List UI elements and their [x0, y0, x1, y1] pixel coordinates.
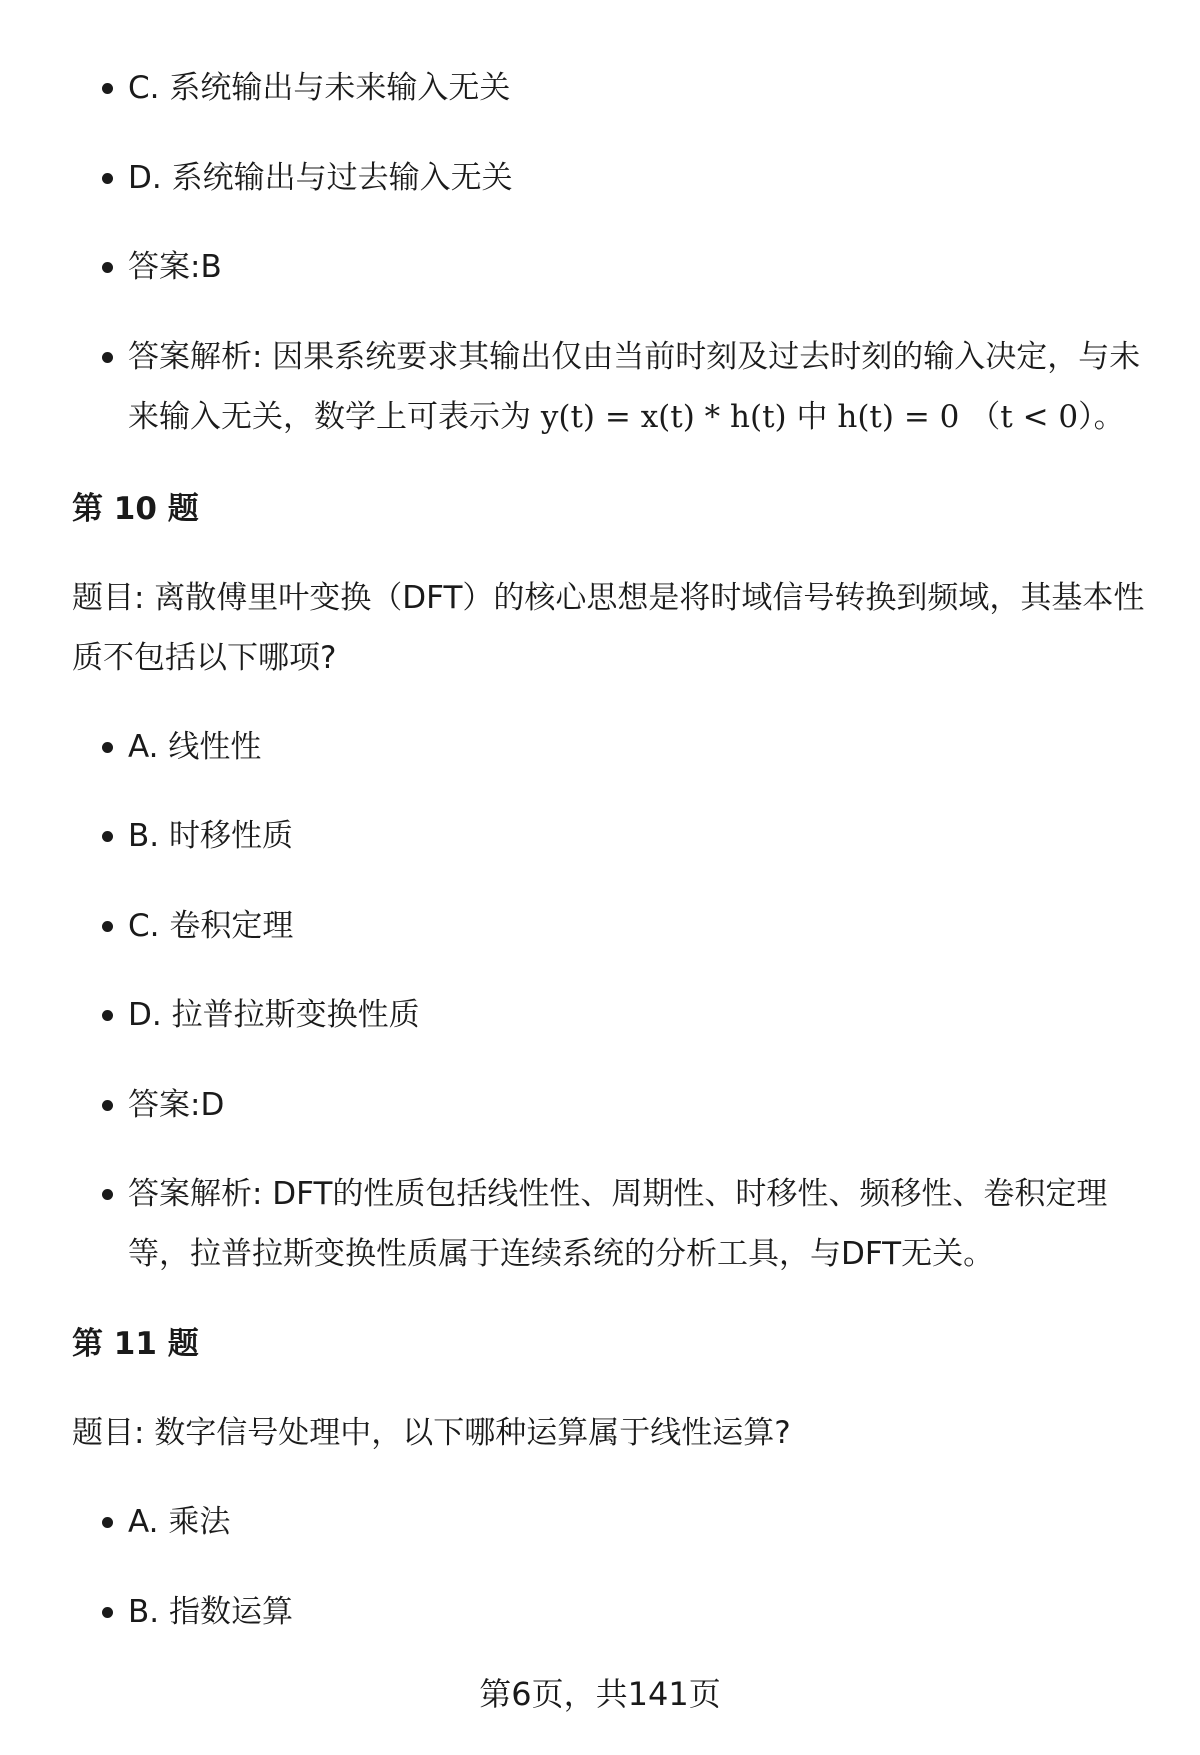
q9-answer: 答案:B: [128, 237, 1158, 297]
q9-connector: 中: [796, 399, 828, 435]
q10-option-b: B. 时移性质: [128, 806, 1158, 866]
page-number-footer: 第6页，共141页: [479, 1675, 721, 1713]
q9-end-mark: 。: [1093, 399, 1125, 435]
q11-option-b: B. 指数运算: [128, 1582, 1158, 1642]
q11-option-a: A. 乘法: [128, 1492, 1158, 1552]
q10-heading: 第 10 题: [72, 491, 199, 527]
q10-option-a: A. 线性性: [128, 717, 1158, 777]
q9-option-c: C. 系统输出与未来输入无关: [128, 58, 1158, 118]
q10-analysis: 答案解析: DFT的性质包括线性性、周期性、时移性、频移性、卷积定理等，拉普拉斯变换性质属于连续系统的分析工具，与DFT无关。: [128, 1164, 1158, 1284]
q11-question: 题目: 数字信号处理中，以下哪种运算属于线性运算?: [72, 1415, 791, 1451]
q9-condition: （t < 0）: [969, 399, 1094, 435]
q9-formula-impulse: h(t) = 0: [837, 399, 960, 435]
q9-analysis-text: 答案解析: 因果系统要求其输出仅由当前时刻及过去时刻的输入决定，与未来输入无关，数学上可表示为: [128, 339, 1141, 435]
q10-option-d: D. 拉普拉斯变换性质: [128, 985, 1158, 1045]
q10-answer: 答案:D: [128, 1075, 1158, 1135]
q9-analysis: [128, 327, 1158, 447]
q10-question: 题目: 离散傅里叶变换（DFT）的核心思想是将时域信号转换到频域，其基本性质不包括以下哪项?: [72, 580, 1145, 676]
q11-heading: 第 11 题: [72, 1326, 199, 1362]
q10-option-c: C. 卷积定理: [128, 896, 1158, 956]
q9-formula-convolution: y(t) = x(t) * h(t): [540, 399, 787, 435]
q9-option-d: D. 系统输出与过去输入无关: [128, 148, 1158, 208]
